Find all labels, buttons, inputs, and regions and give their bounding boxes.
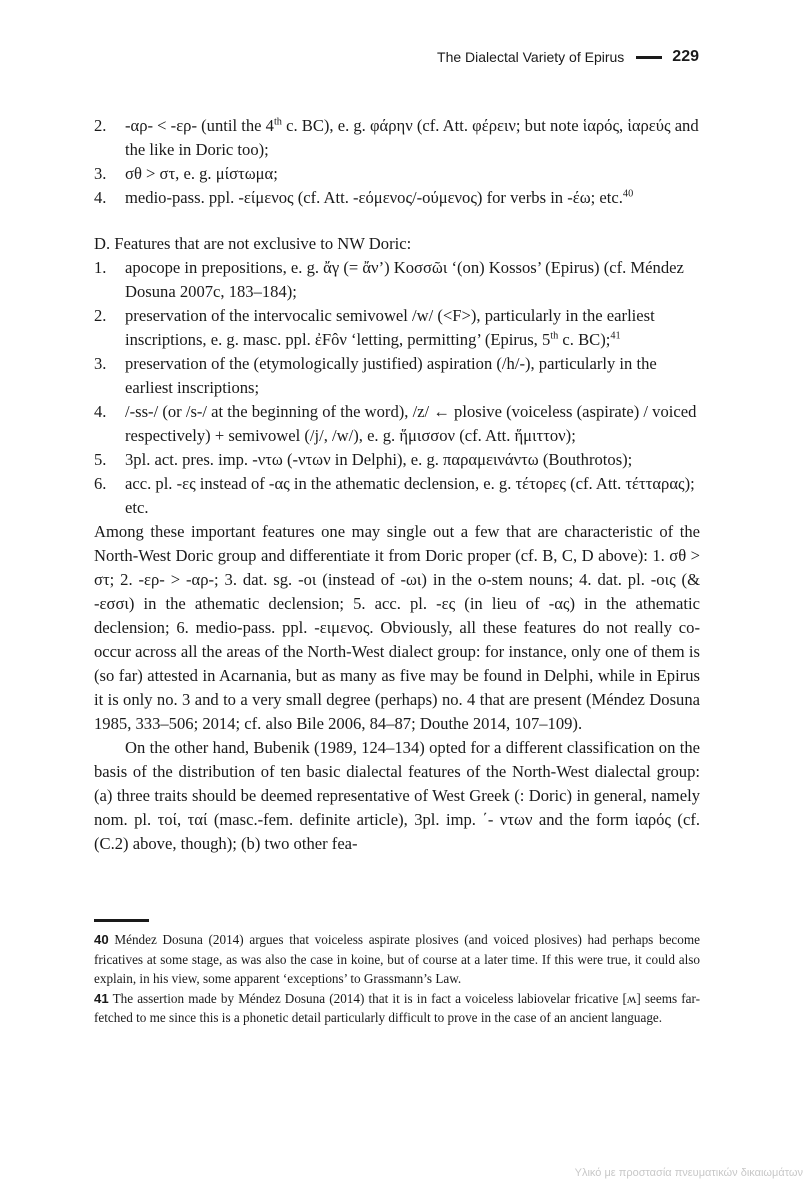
body-paragraph: Among these important features one may single out a few that are characteristic of the North-West Doric group and differentiate it from Doric proper (cf. B, C, D above): 1. σθ > στ; 2. -ερ- > -αρ-; 3. dat. sg. -οι (instead of -ωι) in the o-stem nouns; 4. dat. pl. -οις (& -εσσι) in the athematic declension; 5. acc. pl. -ες (in lieu of -ας) in the athematic declension; 6. medio-pass. ppl. -ειμενος. Obviously, all these features do not really co-occur across all the areas of the North-West dialect group: for instance, only one of them is (so far) attested in Acarnania, but as many as five may be found in Delphi, while in Epirus it is only no. 3 and to a very small degree (perhaps) no. 4 that are present (Méndez Dosuna 1985, 333–506; 2014; cf. also Bile 2006, 84–87; Douthe 2014, 107–109). — [94, 522, 700, 733]
footnote-ref-41[interactable]: 41 — [610, 330, 621, 342]
footnote-text: The assertion made by Méndez Dosuna (2014) that it is in fact a voiceless labiovelar fricative [ʍ] seems far-fetched to me since this is a phonetic detail particularly difficult to prove in the case of an ancient language. — [94, 990, 700, 1025]
list-item — [94, 400, 700, 448]
running-header — [94, 48, 699, 66]
list-d — [94, 256, 700, 520]
list-item-number: 4. — [94, 402, 107, 421]
list-item-text: acc. pl. -ες instead of -ας in the athematic declension, e. g. τέτορες (cf. Att. τέτταρας); etc. — [125, 474, 695, 517]
footnote-number: 41 — [94, 990, 109, 1006]
main-text — [94, 114, 700, 856]
footnote — [94, 989, 700, 1028]
list-item-number: 6. — [94, 474, 107, 493]
list-c — [94, 114, 700, 210]
copyright-watermark: Υλικό με προστασία πνευματικών δικαιωμάτων — [574, 1167, 803, 1179]
list-item-text: preservation of the intervocalic semivowel /w/ (<F>), particularly in the earliest inscriptions, e. g. masc. ppl. ἐFôν ‘letting, permitting’ (Epirus, 5th c. BC);$^{41}$ — [125, 306, 655, 349]
list-item-number: 2. — [94, 116, 107, 135]
footnote-ref-40[interactable]: 40 — [622, 188, 634, 200]
list-item — [94, 162, 700, 186]
footnotes — [94, 930, 700, 1028]
footnote — [94, 930, 700, 989]
list-item-text: medio-pass. ppl. -είμενος (cf. Att. -εόμενος/-ούμενος) for verbs in -έω; etc.$^{40}$ — [125, 188, 634, 207]
list-item-text: preservation of the (etymologically justified) aspiration (/h/-), particularly in the earliest inscriptions; — [125, 354, 657, 397]
list-item-text: σθ > στ, e. g. μίστωμα; — [125, 164, 278, 183]
footnote-rule — [94, 919, 149, 922]
list-item — [94, 448, 700, 472]
list-item — [94, 114, 700, 162]
header-dash — [636, 56, 662, 59]
footnote-number: 40 — [94, 932, 109, 947]
list-item-text: /-ss-/ (or /s-/ at the beginning of the word), /z/ ← plosive (voiceless (aspirate) / voiced respectively) + semivowel (/j/, /w/), e. g. ἥμισσον (cf. Att. ἥμιττον); — [125, 402, 697, 445]
body-paragraph: On the other hand, Bubenik (1989, 124–134) opted for a different classification on the basis of the distribution of ten basic dialectal features of the North-West dialectal group: (a) three traits should be deemed representative of West Greek (: Doric) in general, namely nom. pl. τοί, ταί (masc.-fem. definite article), 3pl. imp. ΄- ντων and the form ἱαρός (cf. (C.2) above, though); (b) two other fea- — [94, 738, 700, 853]
list-item-number: 3. — [94, 354, 107, 373]
list-item-number: 5. — [94, 450, 107, 469]
list-item — [94, 186, 700, 210]
running-title: The Dialectal Variety of Epirus — [437, 49, 625, 65]
page-number: 229 — [672, 48, 699, 65]
footnote-text: Méndez Dosuna (2014) argues that voiceless aspirate plosives (and voiced plosives) had perhaps become fricatives at some stage, as was also the case in koine, but of course at a later time. If this were true, it could also explain, in his view, some apparent ‘exceptions’ to Grassmann’s Law. — [94, 932, 700, 986]
list-item — [94, 256, 700, 304]
list-item-text: apocope in prepositions, e. g. ἄγ (= ἄν’) Κοσσῶι ‘(on) Kossos’ (Epirus) (cf. Méndez Dosuna 2007c, 183–184); — [125, 258, 684, 301]
list-item — [94, 472, 700, 520]
list-item-text: 3pl. act. pres. imp. -ντω (-ντων in Delphi), e. g. παραμεινάντω (Bouthrotos); — [125, 450, 633, 469]
section-d-heading: D. Features that are not exclusive to NW Doric: — [94, 234, 412, 253]
list-item — [94, 352, 700, 400]
list-item-number: 2. — [94, 306, 107, 325]
list-item-number: 3. — [94, 164, 107, 183]
list-item — [94, 304, 700, 352]
list-item-text: -αρ- < -ερ- (until the 4th c. BC), e. g. φάρην (cf. Att. φέρειν; but note ἱαρός, ἱαρεύς and the like in Doric too); — [125, 116, 699, 159]
list-item-number: 1. — [94, 258, 107, 277]
list-item-number: 4. — [94, 188, 107, 207]
